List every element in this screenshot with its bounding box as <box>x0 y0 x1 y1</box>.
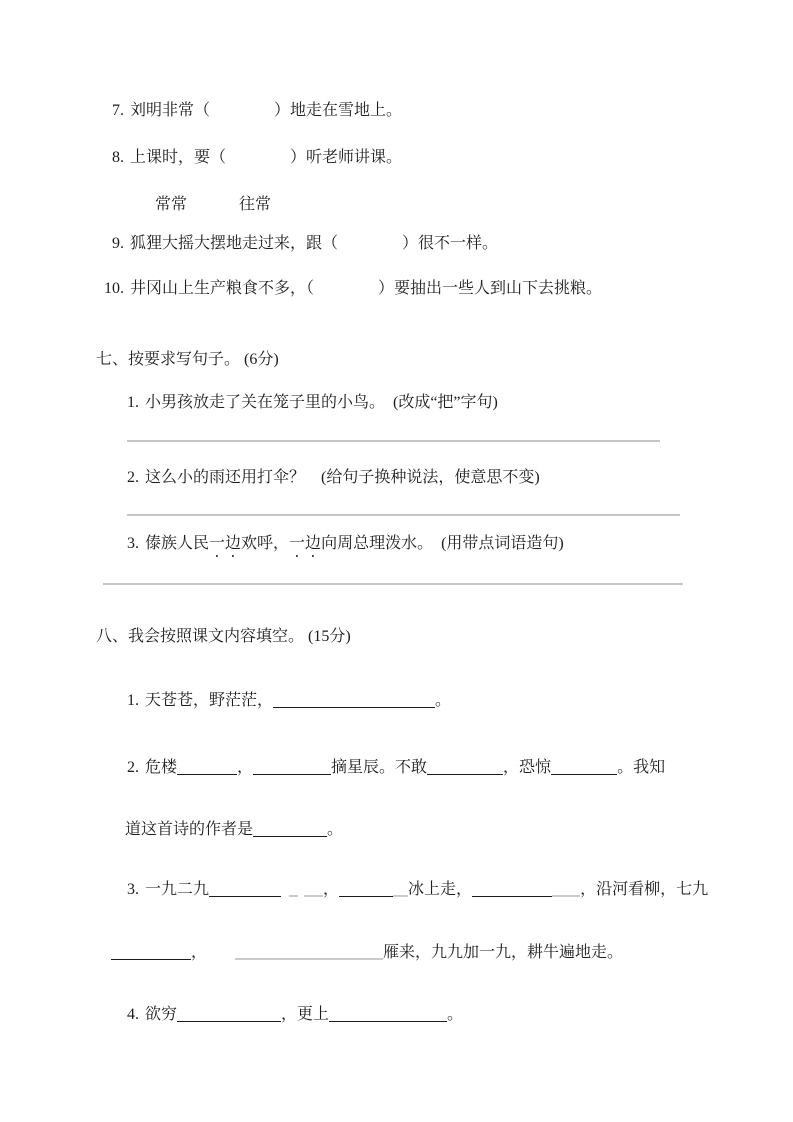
fill-blank <box>427 760 503 775</box>
question-text-part: 危楼 <box>145 759 178 776</box>
question-number: 8. <box>112 149 124 166</box>
question-text-part: ，沿河看柳，七九 <box>580 881 709 898</box>
section-7-question-3-row <box>127 533 564 561</box>
section-8-question-4-row <box>127 1004 463 1025</box>
question-text-part: 欢呼， <box>241 535 290 552</box>
question-text: 上课时，要（ ）听老师讲课。 <box>130 149 403 166</box>
question-text-part: 雁来，九九加一九，耕牛遍地走。 <box>383 944 624 961</box>
section-8-question-3-continuation-row <box>111 942 623 963</box>
answer-line-3 <box>103 583 683 585</box>
question-text: 这么小的雨还用打伞？ (给句子换种说法，使意思不变) <box>145 469 540 486</box>
question-text: 刘明非常（ ）地走在雪地上。 <box>130 102 403 119</box>
fill-blank-light <box>393 882 408 897</box>
section-8-question-2-continuation-row <box>125 819 343 840</box>
section-7-heading <box>96 349 279 370</box>
section-8-question-1-row <box>127 690 451 711</box>
question-number: 2. <box>127 469 139 486</box>
answer-line-1 <box>127 440 660 442</box>
fill-blank <box>111 945 191 960</box>
fill-blank-light <box>552 882 580 897</box>
question-number: 9. <box>112 235 124 252</box>
fill-blank-light <box>235 945 383 960</box>
emphasized-word: 一边 <box>289 535 322 552</box>
emphasized-word: 一边 <box>209 535 242 552</box>
fill-blank <box>551 760 617 775</box>
question-number: 10. <box>104 280 124 297</box>
question-text-part: 。 <box>327 821 344 838</box>
word-bank-word-2: 往常 <box>239 196 272 213</box>
section-title: 八、我会按照课文内容填空。 (15分) <box>96 628 351 645</box>
fill-blank <box>253 760 331 775</box>
question-text-part: 向周总理泼水。 (用带点词语造句) <box>321 535 564 552</box>
section-7-question-2-row <box>127 467 540 488</box>
question-text-part: 道这首诗的作者是 <box>125 821 254 838</box>
question-text-part: 傣族人民 <box>145 535 210 552</box>
section-7-question-1-row <box>127 392 498 413</box>
fill-blank <box>177 760 237 775</box>
question-text: 小男孩放走了关在笼子里的小鸟。 (改成“把”字句) <box>145 394 498 411</box>
question-number: 4. <box>127 1006 139 1023</box>
fill-blank <box>472 882 552 897</box>
question-text-part: 冰上走 <box>408 881 457 898</box>
question-text-part: 摘星辰。不敢 <box>331 759 428 776</box>
question-text-part: ， <box>191 944 208 961</box>
question-7-row <box>112 100 402 121</box>
question-text-part: 。 <box>435 692 452 709</box>
question-text: 井冈山上生产粮食不多，（ ）要抽出一些人到山下去挑粮。 <box>130 280 603 297</box>
fill-blank <box>329 1007 447 1022</box>
question-text: 狐狸大摇大摆地走过来，跟（ ）很不一样。 <box>130 235 499 252</box>
question-text-part: 天苍苍，野茫茫， <box>145 692 274 709</box>
question-text-part: 。我知 <box>617 759 666 776</box>
section-8-question-3-row <box>127 879 708 900</box>
section-title: 七、按要求写句子。 (6分) <box>96 351 279 368</box>
fill-blank <box>177 1007 281 1022</box>
fill-blank <box>253 822 327 837</box>
question-10-row <box>104 278 602 299</box>
fill-blank <box>209 882 281 897</box>
fill-blank <box>273 693 435 708</box>
question-number: 7. <box>112 102 124 119</box>
question-text-part: ， <box>323 881 340 898</box>
question-8-row <box>112 147 402 168</box>
word-bank-row <box>155 194 271 215</box>
question-text-part: ， <box>456 881 473 898</box>
fill-blank-light <box>304 882 323 897</box>
section-8-question-2-row <box>127 757 665 778</box>
question-text-part: ，更上 <box>281 1006 330 1023</box>
question-number: 3. <box>127 535 139 552</box>
question-text-part: 一九二九 <box>145 881 210 898</box>
question-number: 3. <box>127 881 139 898</box>
fill-blank <box>339 882 393 897</box>
answer-line-2 <box>127 514 680 516</box>
section-8-heading <box>96 626 351 647</box>
question-text-part: ，恐惊 <box>503 759 552 776</box>
question-text-part: ， <box>237 759 254 776</box>
question-number: 1. <box>127 692 139 709</box>
question-number: 1. <box>127 394 139 411</box>
question-text-part: 。 <box>447 1006 464 1023</box>
question-text-part: 欲穷 <box>145 1006 178 1023</box>
word-bank-word-1: 常常 <box>155 196 188 213</box>
fill-blank-light <box>289 882 298 897</box>
question-9-row <box>112 233 498 254</box>
question-number: 2. <box>127 759 139 776</box>
